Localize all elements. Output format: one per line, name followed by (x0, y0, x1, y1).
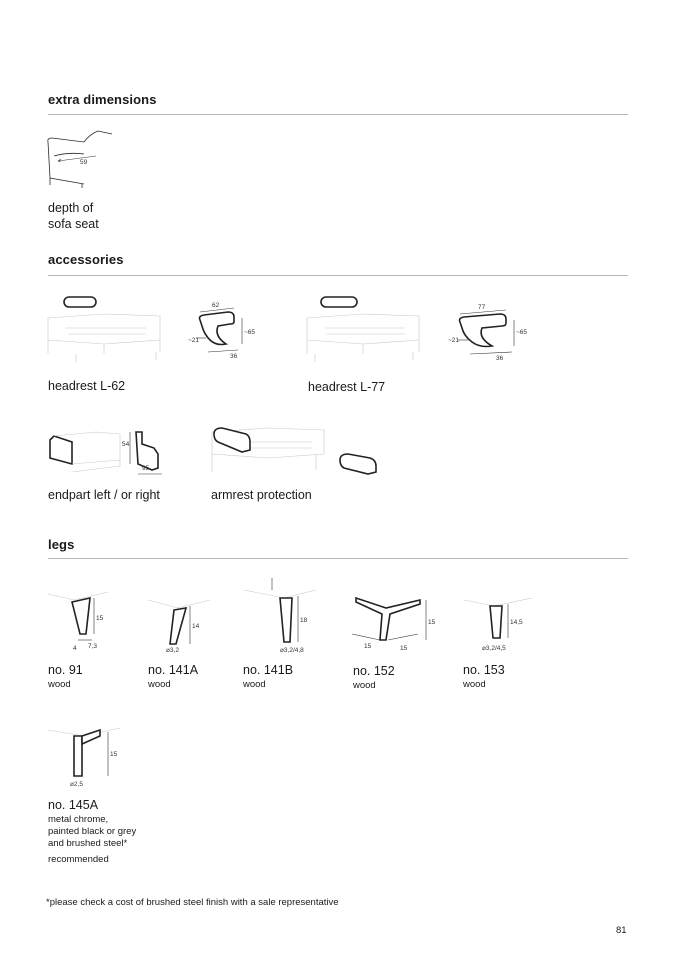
page-number: 81 (616, 925, 627, 936)
label-seat-depth-1: depth of (48, 201, 94, 215)
leg-141b-name: no. 141B (243, 663, 294, 677)
dim-headrest-62-width: 62 (212, 302, 220, 309)
dim-seat-depth: 59 (80, 159, 88, 166)
leg-141b-material: wood (243, 679, 266, 690)
leg-145a-name: no. 145A (48, 798, 99, 812)
leg-145a-material-3: and brushed steel* (48, 838, 128, 849)
dim-headrest-77-depth: 36 (496, 355, 504, 362)
dim-headrest-77-height: ~65 (516, 329, 528, 336)
armrest-protection-drawing (208, 420, 384, 480)
dim-leg-152-b: 15 (400, 645, 408, 652)
dim-leg-152-a: 15 (364, 643, 372, 650)
leg-152-name: no. 152 (353, 664, 395, 678)
leg-91-drawing (44, 584, 114, 654)
leg-145a-note: recommended (48, 854, 109, 865)
dim-endpart-height: 54 (122, 441, 130, 448)
label-armrest-protection: armrest protection (211, 488, 312, 502)
divider-extra (48, 114, 628, 115)
leg-141b-drawing (240, 578, 320, 654)
dim-leg-141a-diameter: ⌀3,2 (166, 647, 179, 654)
dim-headrest-62-offset: ~21 (188, 337, 200, 344)
dim-leg-153-height: 14,5 (510, 619, 523, 626)
heading-accessories: accessories (48, 252, 124, 267)
dim-leg-141b-diameter: ⌀3,2/4,8 (280, 647, 304, 654)
dim-leg-91-b: 7,3 (88, 643, 98, 650)
dim-endpart-depth: 95 (142, 465, 150, 472)
divider-accessories (48, 275, 628, 276)
label-seat-depth-2: sofa seat (48, 217, 99, 231)
headrest-77-detail-drawing (448, 304, 528, 362)
dim-headrest-77-width: 77 (478, 304, 486, 311)
leg-153-name: no. 153 (463, 663, 505, 677)
leg-145a-material-2: painted black or grey (48, 826, 137, 837)
headrest-77-sofa-drawing (305, 294, 425, 366)
label-headrest-62: headrest L-62 (48, 379, 126, 393)
heading-extra-dimensions: extra dimensions (48, 92, 157, 107)
dim-leg-141a-height: 14 (192, 623, 200, 630)
seat-depth-drawing (44, 128, 119, 188)
leg-153-material: wood (463, 679, 486, 690)
leg-153-drawing (460, 590, 540, 654)
leg-145a-material-1: metal chrome, (48, 814, 109, 825)
dim-headrest-62-depth: 36 (230, 353, 238, 360)
leg-145a-drawing (44, 724, 124, 792)
leg-141a-name: no. 141A (148, 663, 199, 677)
endpart-drawing (46, 424, 172, 480)
label-headrest-77: headrest L-77 (308, 380, 386, 394)
headrest-62-sofa-drawing (46, 294, 166, 366)
dim-leg-145a-diameter: ⌀2,5 (70, 781, 83, 788)
leg-141a-drawing (144, 592, 214, 654)
dim-leg-91-a: 4 (73, 645, 77, 652)
dim-leg-91-height: 15 (96, 615, 104, 622)
leg-91-material: wood (48, 679, 71, 690)
leg-152-material: wood (353, 680, 376, 691)
dim-leg-141b-height: 18 (300, 617, 308, 624)
headrest-62-detail-drawing (188, 304, 258, 362)
footnote: *please check a cost of brushed steel finish with a sale representative (46, 897, 339, 908)
dim-leg-153-diameter: ⌀3,2/4,5 (482, 645, 506, 652)
dim-leg-152-height: 15 (428, 619, 436, 626)
label-endpart: endpart left / or right (48, 488, 160, 502)
dim-headrest-77-offset: ~21 (448, 337, 460, 344)
leg-152-drawing (346, 590, 436, 654)
divider-legs (48, 558, 628, 559)
leg-91-name: no. 91 (48, 663, 83, 677)
leg-141a-material: wood (148, 679, 171, 690)
heading-legs: legs (48, 537, 75, 552)
dim-leg-145a-height: 15 (110, 751, 118, 758)
dim-headrest-62-height: ~65 (244, 329, 256, 336)
